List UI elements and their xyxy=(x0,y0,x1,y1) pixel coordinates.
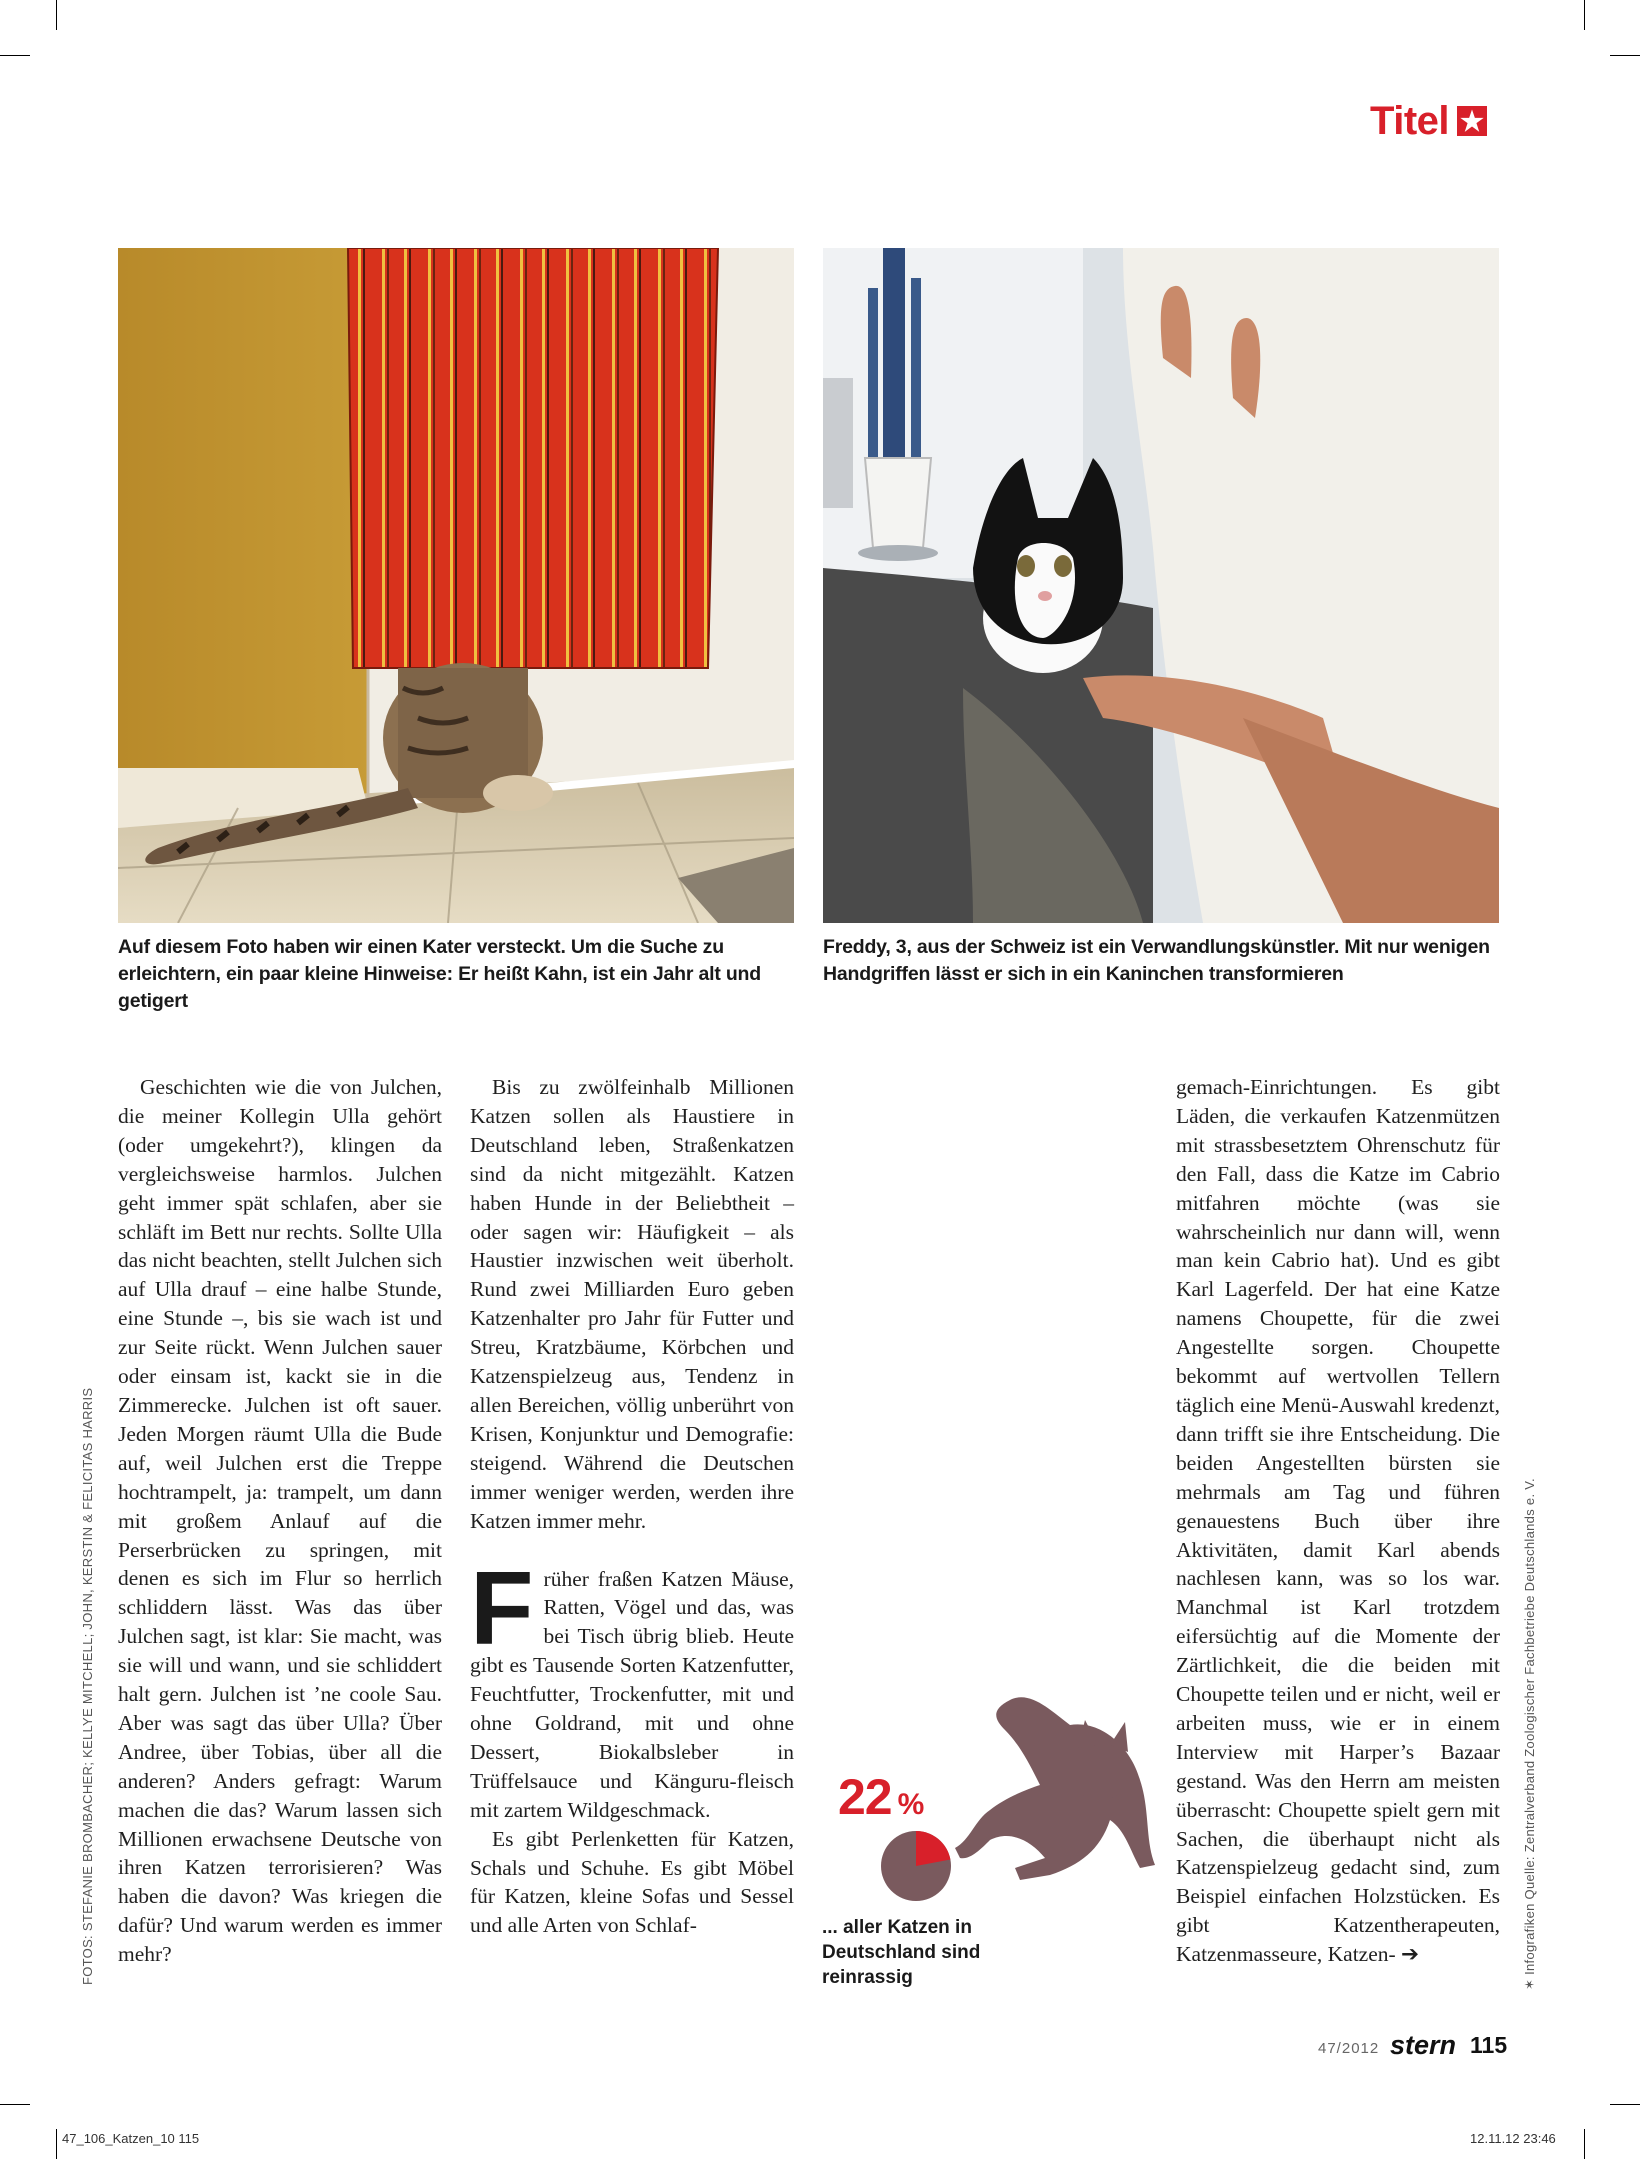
crop-mark xyxy=(0,55,30,56)
credit-star-icon: ✶ xyxy=(1522,1974,1537,1990)
infographic-cat-silhouette xyxy=(950,1690,1160,1900)
crop-mark xyxy=(1584,2129,1585,2159)
crop-mark xyxy=(0,2104,30,2105)
crop-mark xyxy=(56,2129,57,2159)
photo-credit: FOTOS: STEFANIE BROMBACHER; KELLYE MITCHELL; JOHN, KERSTIN & FELICITAS HARRIS xyxy=(80,1387,95,1985)
photo-cat-rabbit-ears xyxy=(823,248,1499,923)
article-column-2 xyxy=(470,1073,794,1940)
brand-logo: stern xyxy=(1390,2030,1457,2060)
section-title: Titel xyxy=(1370,98,1450,143)
article-paragraph-dropcap xyxy=(470,1550,794,1825)
infographic-percent-unit: % xyxy=(897,1788,924,1821)
article-paragraph: Bis zu zwölfeinhalb Millionen Katzen sollen als Haustiere in Deutschland leben, Straßenkatzen sind da nicht mitgezählt. Katzen haben Hunde in der Beliebtheit – oder sagen wir: Häufigkeit – als Haustier inzwischen weit überholt. Rund zwei Milliarden Euro geben Katzenhalter pro Jahr für Futter und Streu, Kratzbäume, Körbchen und Katzenspielzeug aus, Tendenz in allen Bereichen, völlig unberührt von Krisen, Konjunktur und Demografie: steigend. Während die Deutschen immer weniger werden, werden ihre Katzen immer mehr. xyxy=(470,1075,794,1533)
infographic-percent xyxy=(838,1768,923,1826)
infographic-credit-text: Infografiken Quelle: Zentralverband Zoologischer Fachbetriebe Deutschlands e. V. xyxy=(1522,1478,1537,1975)
crop-mark xyxy=(1610,55,1640,56)
infographic-label: ... aller Katzen in Deutschland sind reinrassig xyxy=(822,1917,981,1988)
crop-mark xyxy=(56,0,57,30)
section-header xyxy=(1370,96,1487,146)
continue-arrow-icon: ➔ xyxy=(1401,1942,1420,1967)
infographic-percent-value: 22 xyxy=(838,1769,892,1825)
print-slug: 47_106_Katzen_10 115 xyxy=(62,2131,200,2146)
article-paragraph xyxy=(1176,1073,1500,1969)
article-paragraph: Es gibt Perlenketten für Katzen, Schals und Schuhe. Es gibt Möbel für Katzen, kleine Sofas und Sessel und alle Arten von Schlaf- xyxy=(470,1826,794,1938)
stern-star-icon xyxy=(1457,106,1487,136)
article-paragraph-text: gemach-Einrichtungen. Es gibt Läden, die verkaufen Katzenmützen mit strassbesetztem Ohrenschutz für den Fall, dass die Katze im Cabrio mitfahren möchte (was sie wahrscheinlich nur dann will, wenn man kein Cabrio hat). Und es gibt Karl Lagerfeld. Der hat eine Katze namens Choupette, für die zwei Angestellte sorgen. Choupette bekommt auf wertvollen Tellern täglich eine Menü-Auswahl kredenzt, dann trifft sie ihre Entscheidung. Die beiden Angestellten bürsten sie mehrmals am Tag und führen genauestens Buch über ihre Aktivitäten, damit Karl abends nachlesen kann, was so los war. Manchmal ist Karl trotzdem eifersüchtig auf die Momente der Zärtlichkeit, die die beiden mit Choupette teilen und er nicht, weil er arbeiten muss, wie er in einem Interview mit Harper’s Bazaar gestand. Was den Herrn am meisten überrascht: Choupette spielt gern mit Sachen, die überhaupt nicht als Katzenspielzeug gedacht sind, zum Beispiel einfachen Holzstücken. Es gibt Katzentherapeuten, Katzenmasseure, Katzen- xyxy=(1176,1075,1500,1967)
page-number: 115 xyxy=(1470,2032,1508,2058)
article-column-1 xyxy=(118,1073,442,1969)
photo-caption-left: Auf diesem Foto haben wir einen Kater versteckt. Um die Suche zu erleichtern, ein paar kleine Hinweise: Er heißt Kahn, ist ein Jahr alt und getigert xyxy=(118,936,761,1012)
article-column-4 xyxy=(1176,1073,1500,1969)
article-paragraph: Geschichten wie die von Julchen, die meiner Kollegin Ulla gehört (oder umgekehrt?), klingen da vergleichsweise harmlos. Julchen geht immer spät schlafen, aber sie schläft im Bett nur rechts. Sollte Ulla das nicht beachten, stellt Julchen sich auf Ulla drauf – eine halbe Stunde, eine Stunde –, bis sie wach ist und zur Seite rückt. Wenn Julchen sauer oder einsam ist, kackt sie in die Zimmerecke. Julchen ist oft sauer. Jeden Morgen räumt Ulla die Bude auf, weil Julchen erst die Treppe hochtrampelt, ja: trampelt, um dann mit großem Anlauf auf die Perserbrücken zu springen, mit denen es sich im Flur so herrlich schliddern lässt. Was das über Julchen sagt, ist klar: Sie macht, was sie will und wann, und sie schliddert halt gern. Julchen ist ’ne coole Sau. Aber was sagt das über Ulla? Über Andree, über Tobias, über all die anderen? Anders gefragt: Warum machen die das? Warum lassen sich Millionen erwachsene Deutsche von ihren Katzen terrorisieren? Was haben die davon? Was kriegen die dafür? Und warum werden es immer mehr? xyxy=(118,1075,442,1967)
photo-caption-right: Freddy, 3, aus der Schweiz ist ein Verwandlungskünstler. Mit nur wenigen Handgriffen lässt er sich in ein Kaninchen transformieren xyxy=(823,936,1490,985)
crop-mark xyxy=(1610,2104,1640,2105)
infographic-pie xyxy=(880,1830,952,1902)
drop-cap: F xyxy=(470,1550,534,1667)
infographic-credit xyxy=(1522,1478,1538,1990)
photo-cat-behind-curtain xyxy=(118,248,794,923)
issue-number: 47/2012 xyxy=(1318,2040,1380,2057)
crop-mark xyxy=(1584,0,1585,30)
print-timestamp: 12.11.12 23:46 xyxy=(1470,2131,1556,2146)
article-paragraph-text: rüher fraßen Katzen Mäuse, Ratten, Vögel und das, was bei Tisch übrig blieb. Heute gibt es Tausende Sorten Katzenfutter, Feuchtfutter, Trockenfutter, mit und ohne Goldrand, mit und ohne Dessert, Biokalbsleber in Trüffelsauce und Känguru-fleisch mit zartem Wildgeschmack. xyxy=(470,1566,794,1822)
